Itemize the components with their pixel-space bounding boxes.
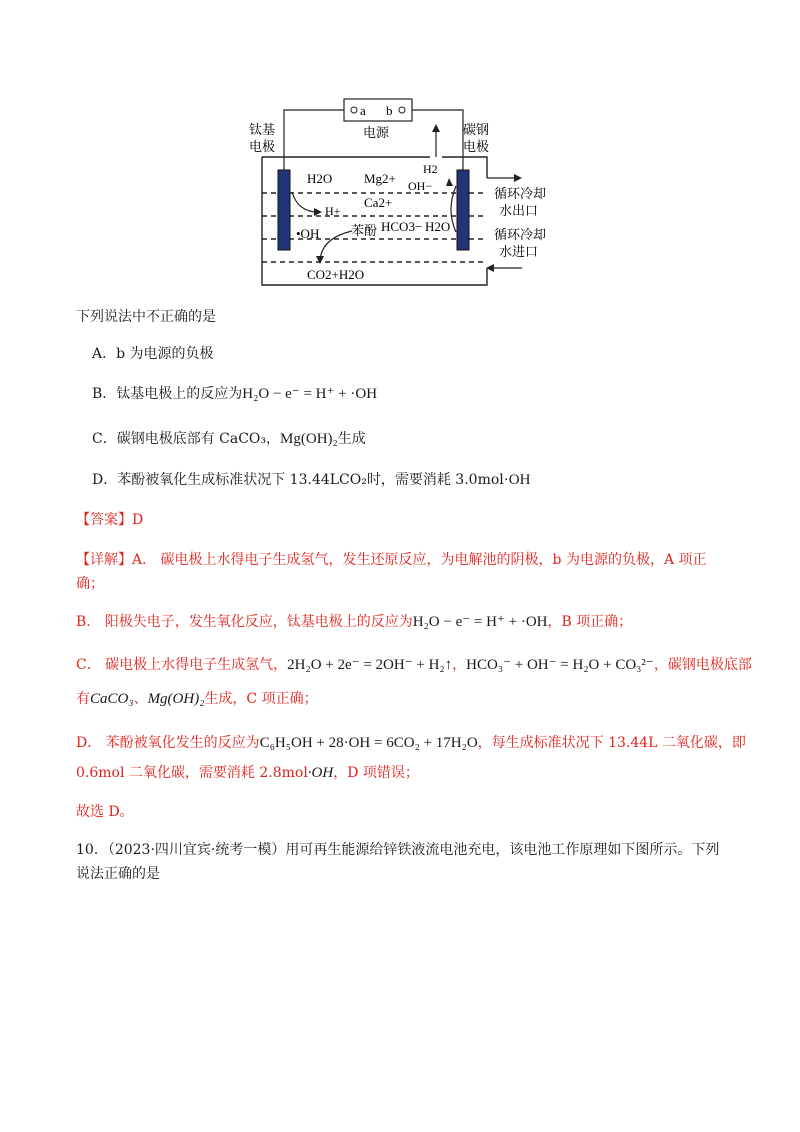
hco3: HCO3−: [381, 219, 423, 234]
answer-label: 【答案】D: [76, 512, 144, 528]
reaction-arrow-phenol: [320, 231, 352, 260]
detail-d-line2-formula: ·OH: [307, 765, 334, 781]
reaction-arrowhead-phenol: [316, 256, 324, 264]
detail-d-text: D． 苯酚被氧化发生的反应为: [76, 735, 260, 751]
detail-c-line2: [76, 689, 318, 709]
detail-c-line2-formula-2: Mg(OH)₂: [147, 691, 205, 707]
conclusion: 故选 D。: [76, 804, 134, 820]
option-a: A．b 为电源的负极: [92, 346, 214, 362]
option-c-text: C．碳钢电极底部有 CaCO₃，: [92, 431, 281, 447]
phenol: 苯酚: [351, 223, 378, 238]
detail-b-text: B． 阳极失电子，发生氧化反应，钛基电极上的反应为: [76, 614, 413, 630]
left-electrode-label-1: 钛基: [249, 122, 276, 137]
detail-d: [76, 733, 746, 753]
detail-d-line2: [76, 763, 419, 783]
detail-d-formula: C₆H₅OH + 28·OH = 6CO₂ + 17H₂O: [259, 735, 478, 751]
reaction-arrowhead-left: [314, 208, 322, 216]
terminal-b: b: [386, 103, 393, 118]
oh-radical: •OH: [296, 226, 320, 241]
oh-minus: OH−: [408, 179, 433, 193]
detail-b-formula: H₂O − e⁻ = H⁺ + ·OH: [412, 614, 548, 630]
next-question-line2: 说法正确的是: [76, 866, 160, 882]
option-d-formula: ·OH: [503, 472, 531, 488]
option-d: [92, 470, 530, 490]
power-label: 电源: [363, 125, 390, 140]
inlet-label-2: 水进口: [499, 244, 539, 259]
detail-c-sep: ，: [452, 657, 467, 673]
h2-gas: H2: [423, 162, 438, 176]
electrolysis-diagram: [0, 0, 800, 300]
question-stem: 下列说法中不正确的是: [76, 309, 216, 325]
detail-c-suffix: ，碳钢电极底部: [653, 657, 752, 673]
wire-left: [284, 110, 344, 172]
detail-c-line2-prefix: 有: [76, 691, 90, 707]
right-electrode-label-2: 电极: [463, 139, 490, 154]
detail-c-formula-1: 2H₂O + 2e⁻ = 2OH⁻ + H₂↑: [287, 657, 453, 673]
detail-label: 【详解】: [76, 552, 132, 568]
terminal-a: a: [360, 103, 366, 118]
terminal-b-dot: [399, 107, 405, 113]
detail-c-line2-sep: 、: [133, 691, 148, 707]
ca-ion: Ca2+: [364, 195, 393, 210]
titanium-electrode: [278, 170, 290, 250]
option-d-text: D．苯酚被氧化生成标准状况下 13.44LCO₂时，需要消耗 3.0mol: [92, 472, 504, 488]
h2o-bottom: H2O: [425, 219, 451, 234]
detail-c-line2-formula-1: CaCO₃: [90, 691, 134, 707]
terminal-a-dot: [351, 107, 357, 113]
option-c-suffix: 生成: [337, 431, 366, 447]
outlet-arrowhead: [514, 174, 522, 182]
option-c: [92, 429, 366, 449]
detail-c-formula-2: HCO₃⁻ + OH⁻ = H₂O + CO₃²⁻: [466, 657, 654, 673]
next-question-line1: 10．（2023·四川宜宾·统考一模）用可再生能源给锌铁液流电池充电，该电池工作原理如下图所示。下列: [76, 842, 720, 858]
detail-d-suffix: ，每生成标准状况下 13.44L 二氧化碳，即: [477, 735, 746, 751]
detail-a-line2: 确；: [76, 576, 104, 592]
reaction-arrowhead-right: [446, 178, 453, 186]
h2o-top: H2O: [307, 171, 333, 186]
detail-d-line2-suffix: ，D 项错误；: [333, 765, 419, 781]
co2-h2o: CO2+H2O: [307, 267, 365, 282]
h-plus: H+: [325, 204, 341, 218]
detail-a-text: A． 碳电极上水得电子生成氢气，发生还原反应，为电解池的阴极，b 为电源的负极，A 项正: [132, 552, 707, 568]
detail-b-suffix: ，B 项正确；: [547, 614, 633, 630]
gas-outlet-arrowhead: [432, 124, 440, 132]
carbon-steel-electrode: [457, 170, 469, 250]
inlet-label-1: 循环冷却: [494, 227, 547, 242]
detail-c: [76, 655, 752, 675]
option-b-formula: H₂O − e⁻ = H⁺ + ·OH: [242, 386, 378, 402]
right-electrode-label-1: 碳钢: [463, 122, 490, 137]
mg-ion: Mg2+: [364, 171, 396, 186]
outlet-label-2: 水出口: [499, 203, 539, 218]
detail-a: [76, 550, 707, 570]
outlet-label-1: 循环冷却: [494, 186, 547, 201]
detail-b: [76, 612, 632, 632]
detail-d-line2-prefix: 0.6mol 二氧化碳，需要消耗 2.8mol: [76, 765, 308, 781]
detail-c-text: C． 碳电极上水得电子生成氢气，: [76, 657, 288, 673]
option-b-text: B．钛基电极上的反应为: [92, 386, 243, 402]
left-electrode-label-2: 电极: [249, 139, 276, 154]
detail-c-line2-suffix: 生成，C 项正确；: [204, 691, 318, 707]
option-c-formula: Mg(OH)₂: [280, 431, 338, 447]
option-b: [92, 384, 377, 404]
